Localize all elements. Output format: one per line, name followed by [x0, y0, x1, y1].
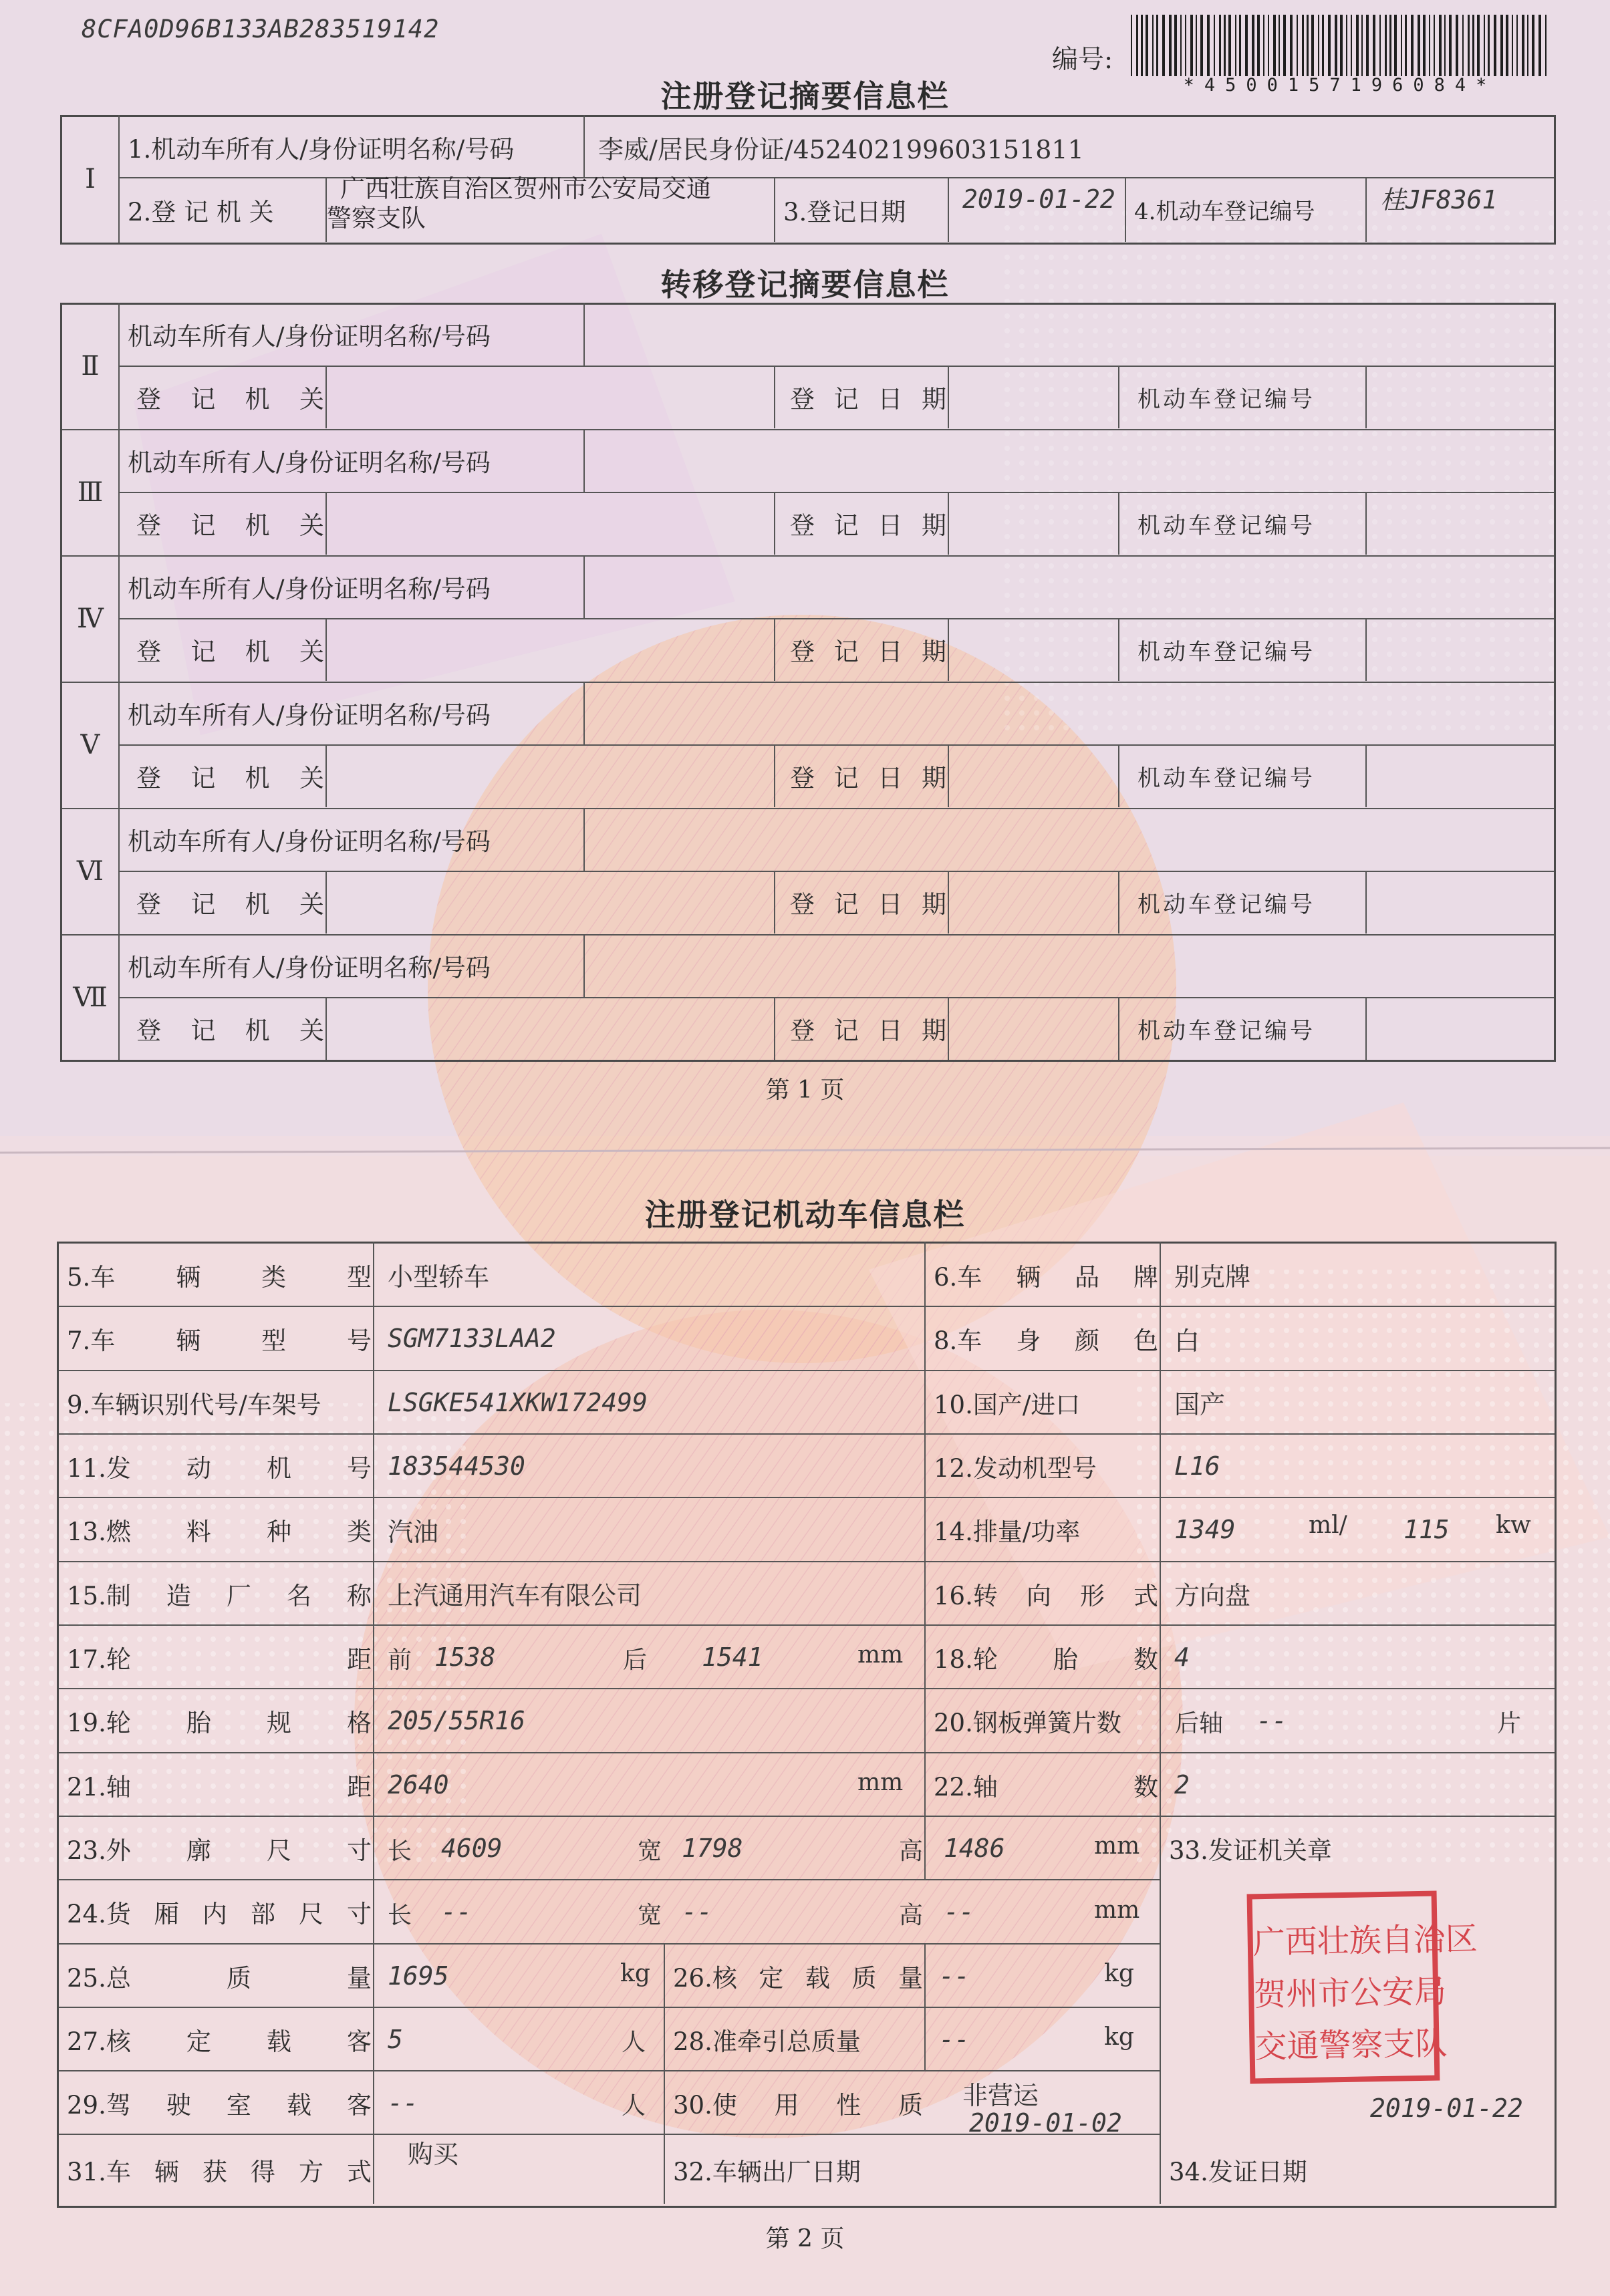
f17-front-label: 前 — [388, 1646, 412, 1674]
f22-label: 22.轴 数 — [934, 1772, 1158, 1802]
f12-value: L16 — [1174, 1451, 1220, 1481]
f10-label: 10.国产/进口 — [934, 1390, 1081, 1419]
barcode-bar — [1494, 15, 1496, 76]
barcode-bar — [1152, 15, 1154, 76]
f24-hgt-label: 高 — [899, 1902, 924, 1929]
barcode-bar — [1185, 15, 1186, 76]
barcode-bar — [1545, 15, 1547, 76]
f30-value: 非营运 — [962, 2081, 1039, 2110]
reg-number-label: 4.机动车登记编号 — [1134, 198, 1315, 225]
transfer-owner-label: 机动车所有人/身份证明名称/号码 — [128, 954, 491, 982]
f26-unit: kg — [1104, 1960, 1134, 1987]
barcode-bar — [1322, 15, 1324, 76]
f23-len-value: 4609 — [441, 1833, 503, 1863]
row-roman-1: Ⅰ — [85, 163, 96, 194]
barcode-bar — [1340, 15, 1343, 76]
f23-wid-label: 宽 — [638, 1838, 662, 1865]
f28-label: 28.准牵引总质量 — [673, 2027, 861, 2056]
barcode-bar — [1522, 15, 1524, 76]
transfer-date-label: 登 记 日 期 — [790, 511, 946, 540]
barcode-bar — [1351, 15, 1352, 76]
barcode-bar — [1131, 15, 1132, 76]
barcode-bar — [1196, 15, 1197, 76]
barcode-bar — [1401, 15, 1402, 76]
barcode-bar — [1219, 15, 1221, 76]
f9-value: LSGKE541XKW172499 — [388, 1387, 648, 1417]
barcode-bar — [1516, 15, 1518, 76]
barcode-bar — [1245, 15, 1248, 76]
f16-value: 方向盘 — [1174, 1581, 1251, 1610]
barcode-bar — [1239, 15, 1241, 76]
barcode-bar — [1214, 15, 1215, 76]
f14-unit-kw: kw — [1496, 1512, 1531, 1539]
barcode-bar — [1488, 15, 1490, 76]
f11-value: 183544530 — [388, 1451, 525, 1481]
barcode-bar — [1156, 15, 1158, 76]
f24-hgt-value: -- — [944, 1897, 974, 1926]
barcode-bar — [1389, 15, 1391, 76]
transfer-owner-label: 机动车所有人/身份证明名称/号码 — [128, 448, 491, 477]
document-code: 8CFA0D96B133AB283519142 — [82, 15, 440, 43]
transfer-reg-number-label: 机动车登记编号 — [1137, 386, 1315, 413]
f6-value: 别克牌 — [1174, 1262, 1251, 1292]
row-roman-5: Ⅴ — [80, 729, 100, 760]
barcode-bar — [1257, 15, 1260, 76]
barcode-bar — [1279, 15, 1280, 76]
f24-wid-label: 宽 — [638, 1902, 662, 1929]
f27-unit: 人 — [622, 2029, 646, 2056]
barcode-bar — [1394, 15, 1397, 76]
barcode-bar — [1379, 15, 1381, 76]
barcode-bar — [1162, 15, 1165, 76]
barcode-bar — [1180, 15, 1182, 76]
barcode-bar — [1318, 15, 1319, 76]
transfer-date-label: 登 记 日 期 — [790, 1016, 946, 1045]
f20-axle-label: 后轴 — [1175, 1710, 1224, 1737]
f29-label: 29.驾 驶 室 载 客 — [67, 2090, 372, 2120]
barcode-bar — [1429, 15, 1430, 76]
row-roman-6: Ⅵ — [76, 855, 104, 887]
barcode — [1129, 15, 1551, 76]
f29-value: -- — [388, 2088, 418, 2118]
transfer-owner-label: 机动车所有人/身份证明名称/号码 — [128, 575, 491, 603]
barcode-bar — [1174, 15, 1177, 76]
f23-unit: mm — [1094, 1832, 1140, 1860]
f16-label: 16.转 向 形 式 — [934, 1581, 1158, 1610]
issuing-authority-seal: 广西壮族自治区 贺州市公安局 交通警察支队 — [1247, 1891, 1440, 2084]
barcode-bar — [1385, 15, 1387, 76]
transfer-reg-number-label: 机动车登记编号 — [1137, 764, 1315, 792]
f13-value: 汽油 — [388, 1517, 439, 1547]
f24-wid-value: -- — [682, 1897, 712, 1926]
f24-len-value: -- — [441, 1897, 472, 1926]
transfer-authority-label: 登 记 机 关 — [136, 764, 324, 793]
barcode-bar — [1423, 15, 1426, 76]
page-number-1: 第 1 页 — [765, 1077, 845, 1104]
f20-value: -- — [1256, 1706, 1287, 1735]
f24-label: 24.货 厢 内 部 尺 寸 — [67, 1900, 372, 1928]
barcode-bar — [1439, 15, 1442, 76]
owner-label: 1.机动车所有人/身份证明名称/号码 — [128, 135, 515, 164]
f23-len-label: 长 — [388, 1838, 412, 1865]
f14-label: 14.排量/功率 — [934, 1518, 1081, 1546]
f20-unit: 片 — [1497, 1710, 1522, 1737]
f13-label: 13.燃 料 种 类 — [67, 1518, 372, 1546]
barcode-bar — [1207, 15, 1210, 76]
barcode-bar — [1302, 15, 1304, 76]
f22-value: 2 — [1174, 1769, 1190, 1800]
row-roman-3: Ⅲ — [77, 476, 104, 508]
f14-power: 115 — [1403, 1515, 1450, 1544]
f25-label: 25.总 质 量 — [67, 1963, 372, 1993]
f11-label: 11.发 动 机 号 — [67, 1453, 372, 1483]
f17-rear-label: 后 — [623, 1646, 648, 1674]
f23-label: 23.外 廓 尺 寸 — [67, 1836, 372, 1865]
serial-label: 编号: — [1052, 45, 1113, 75]
f21-label: 21.轴 距 — [67, 1772, 372, 1802]
row-roman-4: Ⅳ — [77, 603, 104, 634]
row-roman-7: Ⅶ — [73, 982, 108, 1013]
transfer-date-label: 登 记 日 期 — [790, 637, 946, 666]
barcode-bar — [1468, 15, 1470, 76]
barcode-bar — [1190, 15, 1193, 76]
f32-label: 32.车辆出厂日期 — [673, 2157, 861, 2186]
barcode-bar — [1532, 15, 1534, 76]
f34-label: 34.发证日期 — [1169, 2157, 1307, 2186]
barcode-bar — [1462, 15, 1464, 76]
barcode-bar — [1500, 15, 1503, 76]
barcode-bar — [1169, 15, 1172, 76]
f24-unit: mm — [1094, 1896, 1140, 1924]
barcode-bar — [1141, 15, 1143, 76]
barcode-bar — [1366, 15, 1369, 76]
f14-displacement: 1349 — [1174, 1515, 1236, 1544]
barcode-bar — [1235, 15, 1236, 76]
transfer-owner-label: 机动车所有人/身份证明名称/号码 — [128, 322, 491, 351]
transfer-reg-number-label: 机动车登记编号 — [1137, 638, 1315, 666]
f21-value: 2640 — [388, 1769, 449, 1800]
f25-value: 1695 — [388, 1961, 449, 1991]
transfer-owner-label: 机动车所有人/身份证明名称/号码 — [128, 701, 491, 730]
owner-value: 李威/居民身份证/452402199603151811 — [598, 134, 1084, 164]
date-label: 3.登记日期 — [783, 197, 906, 227]
f31-label: 31.车 辆 获 得 方 式 — [67, 2157, 372, 2186]
barcode-bar — [1444, 15, 1446, 76]
barcode-bar — [1405, 15, 1407, 76]
reg-number-value: 桂JF8361 — [1380, 184, 1498, 214]
barcode-bar — [1335, 15, 1337, 76]
barcode-bar — [1356, 15, 1359, 76]
barcode-bar — [1411, 15, 1414, 76]
barcode-bar — [1512, 15, 1513, 76]
barcode-bar — [1273, 15, 1276, 76]
f34-value: 2019-01-22 — [1370, 2094, 1523, 2123]
barcode-bar — [1252, 15, 1254, 76]
f17-unit: mm — [857, 1641, 904, 1669]
f7-value: SGM7133LAA2 — [388, 1324, 556, 1353]
barcode-bar — [1456, 15, 1458, 76]
barcode-bar — [1146, 15, 1148, 76]
authority-value: 广西壮族自治区贺州市公安局交通 警察支队 — [327, 174, 711, 233]
transfer-owner-label: 机动车所有人/身份证明名称/号码 — [128, 827, 491, 856]
transfer-authority-label: 登 记 机 关 — [136, 1016, 324, 1045]
f29-unit: 人 — [622, 2092, 646, 2120]
section1-title: 注册登记摘要信息栏 — [660, 78, 950, 114]
f21-unit: mm — [857, 1769, 904, 1796]
date-value: 2019-01-22 — [962, 184, 1115, 214]
transfer-reg-number-label: 机动车登记编号 — [1137, 512, 1315, 539]
f23-wid-value: 1798 — [682, 1833, 743, 1863]
barcode-bar — [1506, 15, 1508, 76]
row-roman-2: Ⅱ — [81, 350, 100, 382]
f20-label: 20.钢板弹簧片数 — [934, 1709, 1121, 1737]
transfer-reg-number-label: 机动车登记编号 — [1137, 1017, 1315, 1044]
serial-number: *4500157196084* — [1183, 75, 1497, 96]
f26-label: 26.核 定 载 质 量 — [673, 1963, 923, 1993]
section3-title: 注册登记机动车信息栏 — [644, 1197, 966, 1233]
f24-len-label: 长 — [388, 1902, 412, 1929]
f15-label: 15.制 造 厂 名 称 — [67, 1581, 372, 1610]
transfer-authority-label: 登 记 机 关 — [136, 511, 324, 540]
barcode-bar — [1328, 15, 1331, 76]
f26-value: -- — [939, 1961, 970, 1991]
f25-unit: kg — [620, 1960, 650, 1987]
f8-label: 8.车 身 颜 色 — [934, 1326, 1158, 1355]
transfer-authority-label: 登 记 机 关 — [136, 385, 324, 414]
barcode-bar — [1224, 15, 1226, 76]
barcode-bar — [1136, 15, 1138, 76]
f32-value: 2019-01-02 — [969, 2108, 1122, 2138]
f7-label: 7.车 辆 型 号 — [67, 1326, 372, 1355]
barcode-bar — [1228, 15, 1231, 76]
barcode-bar — [1373, 15, 1375, 76]
transfer-date-label: 登 记 日 期 — [790, 890, 946, 919]
f27-value: 5 — [388, 2024, 403, 2054]
barcode-bar — [1361, 15, 1363, 76]
barcode-bar — [1346, 15, 1347, 76]
f5-label: 5.车 辆 类 型 — [67, 1262, 372, 1292]
f19-label: 19.轮 胎 规 格 — [67, 1709, 372, 1737]
section2-title: 转移登记摘要信息栏 — [660, 267, 950, 303]
f17-front-value: 1538 — [434, 1642, 496, 1672]
f18-value: 4 — [1174, 1642, 1190, 1672]
f30-label: 30.使 用 性 质 — [673, 2090, 923, 2120]
f14-unit-ml: ml/ — [1309, 1512, 1347, 1539]
barcode-bar — [1307, 15, 1309, 76]
f6-label: 6.车 辆 品 牌 — [934, 1262, 1158, 1292]
barcode-bar — [1484, 15, 1485, 76]
f8-value: 白 — [1174, 1326, 1200, 1356]
f19-value: 205/55R16 — [388, 1706, 525, 1735]
f17-label: 17.轮 距 — [67, 1644, 372, 1674]
transfer-reg-number-label: 机动车登记编号 — [1137, 891, 1315, 918]
f33-label: 33.发证机关章 — [1169, 1836, 1332, 1865]
f9-label: 9.车辆识别代号/车架号 — [67, 1390, 321, 1419]
barcode-bar — [1538, 15, 1541, 76]
barcode-bar — [1283, 15, 1286, 76]
f23-hgt-label: 高 — [899, 1838, 924, 1865]
barcode-bar — [1311, 15, 1314, 76]
barcode-bar — [1263, 15, 1264, 76]
transfer-authority-label: 登 记 机 关 — [136, 637, 324, 666]
barcode-bar — [1200, 15, 1203, 76]
transfer-authority-label: 登 记 机 关 — [136, 890, 324, 919]
f31-value: 购买 — [408, 2139, 459, 2169]
authority-label: 2.登 记 机 关 — [128, 197, 274, 227]
f27-label: 27.核 定 载 客 — [67, 2027, 372, 2056]
barcode-bar — [1418, 15, 1420, 76]
transfer-date-label: 登 记 日 期 — [790, 764, 946, 793]
barcode-bar — [1290, 15, 1293, 76]
barcode-bar — [1449, 15, 1452, 76]
barcode-bar — [1472, 15, 1474, 76]
f18-label: 18.轮 胎 数 — [934, 1644, 1158, 1674]
barcode-bar — [1477, 15, 1480, 76]
barcode-bar — [1268, 15, 1269, 76]
f23-hgt-value: 1486 — [944, 1833, 1005, 1863]
barcode-bar — [1434, 15, 1435, 76]
f28-value: -- — [939, 2024, 970, 2054]
barcode-bar — [1527, 15, 1528, 76]
f28-unit: kg — [1104, 2023, 1134, 2051]
f15-value: 上汽通用汽车有限公司 — [388, 1581, 642, 1610]
f5-value: 小型轿车 — [388, 1262, 490, 1292]
f10-value: 国产 — [1174, 1390, 1226, 1419]
transfer-date-label: 登 记 日 期 — [790, 385, 946, 414]
f17-rear-value: 1541 — [702, 1642, 763, 1672]
f12-label: 12.发动机型号 — [934, 1453, 1097, 1483]
page-number-2: 第 2 页 — [765, 2225, 845, 2253]
barcode-bar — [1297, 15, 1298, 76]
